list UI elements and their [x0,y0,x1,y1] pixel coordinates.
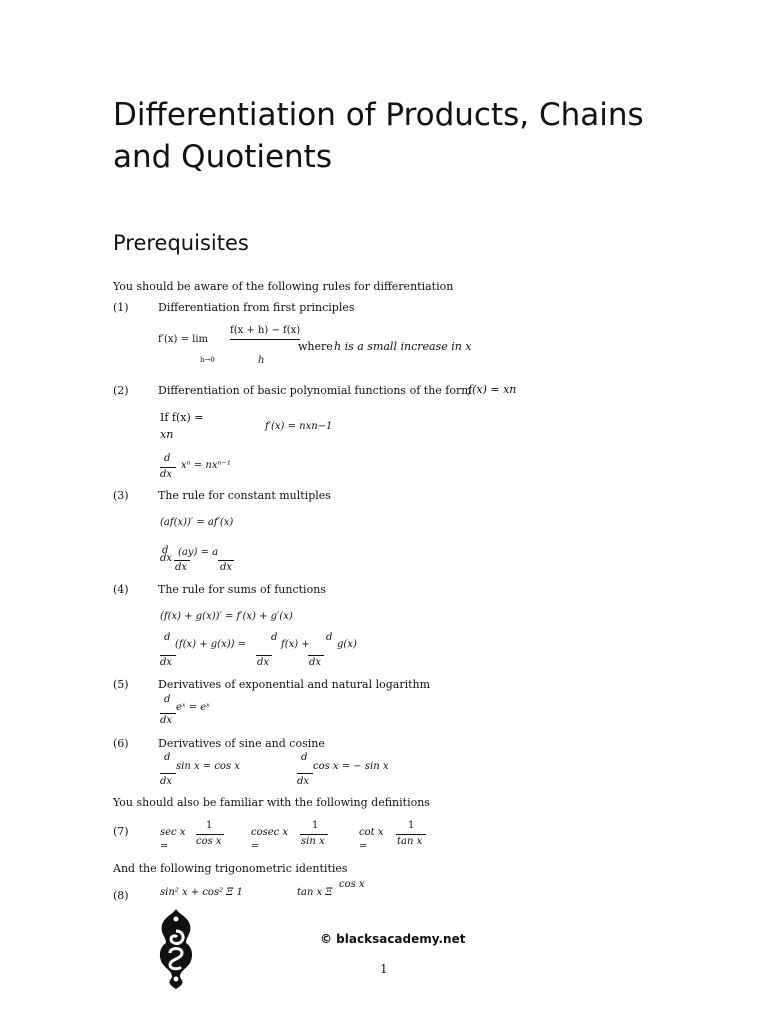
eq6-sin: sin x = cos x [176,761,240,772]
page-title: Differentiation of Products, Chains and Quotients [113,97,644,175]
blacks-academy-logo [156,907,196,991]
eq6-bar-1 [160,773,176,774]
def-cot-den: tan x [397,836,423,847]
eq3-dx-2: dx [220,562,233,573]
rule-2-form: f(x) = xn [468,383,517,396]
eq2-dx: dx [160,469,173,480]
rule-6-text: Derivatives of sine and cosine [158,737,325,750]
def-sec-eq: = [160,841,169,852]
eq4-bar-2 [256,655,272,656]
eq1-limit-sub: h→0 [200,356,215,364]
def-cosec-eq: = [251,841,260,852]
eq4-bar-3 [308,655,324,656]
identity-tan-cos: cos x [339,879,365,890]
def-sec-lhs: sec x [160,827,186,838]
def-cosec-bar [300,834,328,835]
def-cosec-num: 1 [312,820,319,831]
eq4-dx-3: dx [309,657,322,668]
definitions-intro: You should also be familiar with the following definitions [113,796,430,809]
eq1-lhs: f′(x) = lim [158,334,209,345]
eq4-bar-1 [160,655,176,656]
rule-4-number: (4) [113,583,129,596]
rule-1-number: (1) [113,301,129,314]
page-number: 1 [380,962,388,976]
eq4-d-3: d [326,632,333,643]
def-cosec-lhs: cosec x [251,827,289,838]
rule-6-number: (6) [113,737,129,750]
eq4-expr: (f(x) + g(x)) = [175,639,247,650]
identity-pythagorean: sin² x + cos² Ξ 1 [160,887,243,898]
identities-intro: And the following trigonometric identities [113,862,348,875]
eq1-note: h is a small increase in x [334,340,472,353]
eq4-dx-1: dx [160,657,173,668]
eq5-d: d [164,694,171,705]
eq4-gx: g(x) [337,639,357,650]
eq4-line1: (f(x) + g(x))′ = f′(x) + g′(x) [160,611,293,622]
eq3-line1: (af(x))′ = af′(x) [160,517,234,528]
eq6-cos: cos x = − sin x [313,761,389,772]
eq1-where: where [298,340,333,353]
section-heading: Prerequisites [113,231,249,255]
eq3-d: d [162,545,169,556]
eq2-if: If f(x) = [160,411,204,424]
eq6-d-2: d [301,752,308,763]
eq6-dx-1: dx [160,776,173,787]
rule-3-number: (3) [113,489,129,502]
def-cot-eq: = [359,841,368,852]
eq2-xn: xn [160,428,174,441]
def-sec-den: cos x [196,836,222,847]
eq4-fx: f(x) + [281,639,310,650]
def-cot-num: 1 [408,820,415,831]
eq2-fraction-bar [160,467,176,468]
eq2-d: d [164,453,171,464]
eq2-power-rule: xⁿ = nxⁿ⁻¹ [181,460,231,471]
rule-2-number: (2) [113,384,129,397]
eq3-dx-1: dx [175,562,188,573]
defs-number: (7) [113,825,129,838]
eq3-bar-1 [174,560,190,561]
eq4-dx-2: dx [257,657,270,668]
rule-4-text: The rule for sums of functions [158,583,326,596]
eq1-denominator: h [258,355,265,366]
eq4-d: d [164,632,171,643]
intro-text: You should be aware of the following rules for differentiation [113,280,454,293]
eq2-derivative: f′(x) = nxn−1 [265,421,333,432]
eq3-line2: (ay) = a [178,547,219,558]
eq1-numerator: f(x + h) − f(x) [230,325,301,336]
def-sec-num: 1 [206,820,213,831]
eq3-bar-2 [218,560,234,561]
identities-number: (8) [113,889,129,902]
eq5-expr: eˣ = eˣ [176,702,210,713]
rule-5-number: (5) [113,678,129,691]
eq5-dx: dx [160,715,173,726]
def-sec-bar [196,834,224,835]
def-cot-lhs: cot x [359,827,384,838]
eq6-dx-2: dx [297,776,310,787]
eq1-fraction-bar [230,339,300,340]
eq6-bar-2 [297,773,313,774]
rule-2-text: Differentiation of basic polynomial functions of the form [158,384,472,397]
def-cot-bar [396,834,426,835]
footer-copyright: © blacksacademy.net [320,932,466,946]
rule-3-text: The rule for constant multiples [158,489,331,502]
rule-1-text: Differentiation from first principles [158,301,355,314]
eq5-bar [160,713,176,714]
eq6-d-1: d [164,752,171,763]
def-cosec-den: sin x [301,836,325,847]
identity-tan: tan x Ξ [297,887,333,898]
eq4-d-2: d [271,632,278,643]
eq3-dx-left: dx [160,553,173,564]
rule-5-text: Derivatives of exponential and natural logarithm [158,678,431,691]
